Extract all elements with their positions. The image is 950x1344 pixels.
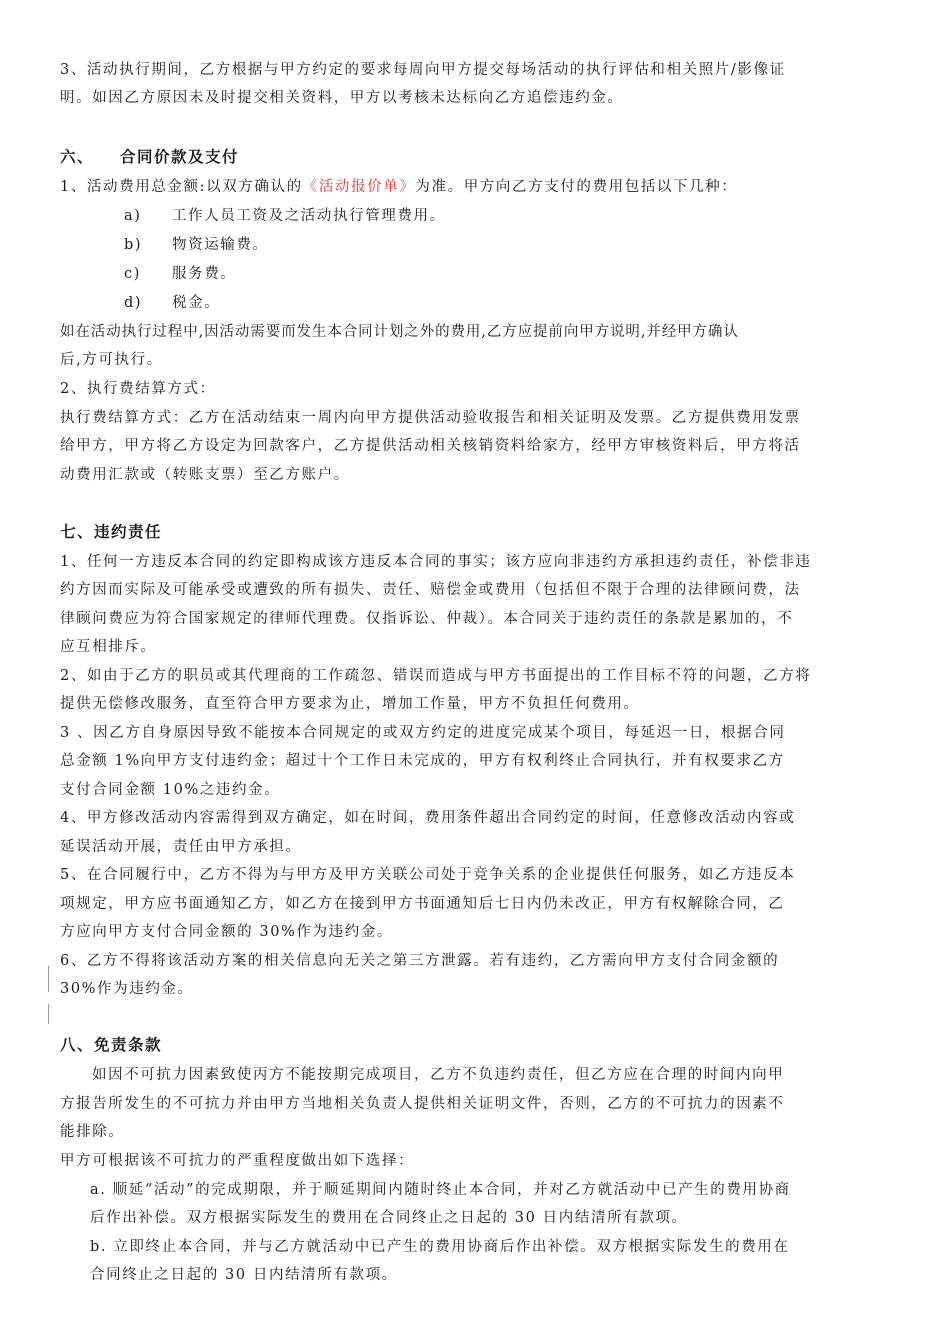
s8-para2: 甲方可根据该不可抗力的严重程度做出如下选择： [60,1153,415,1169]
s8-para1-line: 方报告所发生的不可抗力并由甲方当地相关负责人提供相关证明文件，否则，乙方的不可抗力的因素不 [60,1096,785,1112]
s7-line: 应互相排斥。 [60,639,157,655]
s6-extra-cost-line2: 后,方可执行。 [60,352,163,368]
s7-line: 律顾问费应为符合国家规定的律师代理费。仅指诉讼、仲裁）。本合同关于违约责任的条款是累加的，不 [60,611,794,627]
margin-mark [48,966,49,992]
s7-line: 方应向甲方支付合同金额的 30%作为违约金。 [60,924,394,940]
section-8-heading: 八、免责条款 [60,1036,163,1054]
fee-item-c-tag: c) [124,266,141,282]
fee-item-d-tag: d) [124,295,143,311]
section-6-title: 合同价款及支付 [120,148,240,166]
s7-line: 5、在合同履行中，乙方不得为与甲方及甲方关联公司处于竞争关系的企业提供任何服务，如乙方违反本 [60,867,796,883]
fee-item-c [124,264,236,284]
s7-line: 1、任何一方违反本合同的约定即构成该方违反本合同的事实；该方应向非违约方承担违约责任，补偿非违 [60,554,812,570]
margin-mark [48,1004,49,1024]
quotation-sheet-reference: 《活动报价单》 [302,179,416,195]
fee-item-d [124,293,220,313]
s8-para1-line: 能排除。 [60,1124,125,1140]
s7-line: 3 、因乙方自身原因导致不能按本合同规定的或双方约定的进度完成某个项目，每延迟一日，根据合同 [60,725,786,741]
s7-line: 6、乙方不得将该活动方案的相关信息向无关之第三方泄露。若有违约，乙方需向甲方支付合同金额的 [60,953,780,969]
section-6-heading [60,146,239,168]
s6-settlement-line2: 给甲方，甲方将乙方设定为回款客户，乙方提供活动相关核销资料给家方，经甲方审核资料后，甲方将活 [60,438,801,454]
s6-settlement-line1: 执行费结算方式：乙方在活动结束一周内向甲方提供活动验收报告和相关证明及发票。乙方提供费用发票 [60,410,801,426]
option-a-line: a. 顺延“活动”的完成期限，并于顺延期间内随时终止本合同，并对乙方就活动中已产生的费用协商 [90,1182,791,1198]
s6-clause1-suffix: 为准。甲方向乙方支付的费用包括以下几种： [415,179,738,195]
section-7-heading: 七、违约责任 [60,523,163,541]
s6-settlement-line3: 动费用汇款或（转账支票）至乙方账户。 [60,467,350,483]
s7-line: 延误活动开展，责任由甲方承担。 [60,839,302,855]
fee-item-b-text: 物资运输费。 [172,237,269,253]
s7-line: 约方因而实际及可能承受或遭致的所有损失、责任、赔偿金或费用（包括但不限于合理的法律顾问费，法 [60,582,801,598]
s7-line: 支付合同金额 10%之违约金。 [60,782,281,798]
fee-item-d-text: 税金。 [172,295,221,311]
s7-line: 2、如由于乙方的职员或其代理商的工作疏忽、错误而造成与甲方书面提出的工作目标不符的问题，乙方将 [60,668,812,684]
option-b-line: b. 立即终止本合同，并与乙方就活动中已产生的费用协商后作出补偿。双方根据实际发生的费用在 [90,1239,790,1255]
s7-line: 30%作为违约金。 [60,981,194,997]
s6-clause1 [60,177,737,197]
s5-clause3-line2: 明。如因乙方原因未及时提交相关资料，甲方以考核未达标向乙方追偿违约金。 [60,90,624,106]
fee-item-a [124,206,446,226]
s8-para1-line: 如因不可抗力因素致使丙方不能按期完成项目，乙方不负违约责任，但乙方应在合理的时间内向甲 [92,1067,785,1083]
fee-item-a-text: 工作人员工资及之活动执行管理费用。 [172,208,446,224]
option-a-line: 后作出补偿。双方根据实际发生的费用在合同终止之日起的 30 日内结清所有款项。 [90,1210,688,1226]
s7-line: 提供无偿修改服务，直至符合甲方要求为止，增加工作量，甲方不负担任何费用。 [60,696,640,712]
s6-clause2-title: 2、执行费结算方式： [60,381,216,397]
s7-line: 项规定，甲方应书面通知乙方，如乙方在接到甲方书面通知后七日内仍未改正，甲方有权解除合同，乙 [60,896,785,912]
s6-extra-cost-line1: 如在活动执行过程中,因活动需要而发生本合同计划之外的费用,乙方应提前向甲方说明,并经甲方确认 [60,324,739,340]
s6-clause1-prefix: 1、活动费用总金额:以双方确认的 [60,179,303,195]
fee-item-b-tag: b) [124,237,143,253]
option-b-line: 合同终止之日起的 30 日内结清所有款项。 [90,1267,398,1283]
fee-item-b [124,235,269,255]
s5-clause3-line1: 3、活动执行期间，乙方根据与甲方约定的要求每周向甲方提交每场活动的执行评估和相关照片/影像证 [60,62,786,78]
section-6-number: 六、 [60,148,95,166]
s7-line: 总金额 1%向甲方支付违约金；超过十个工作日未完成的，甲方有权利终止合同执行，并有权要求乙方 [60,753,785,769]
s7-line: 4、甲方修改活动内容需得到双方确定，如在时间，费用条件超出合同约定的时间，任意修改活动内容或 [60,810,796,826]
fee-item-c-text: 服务费。 [172,266,237,282]
fee-item-a-tag: a) [124,208,142,224]
